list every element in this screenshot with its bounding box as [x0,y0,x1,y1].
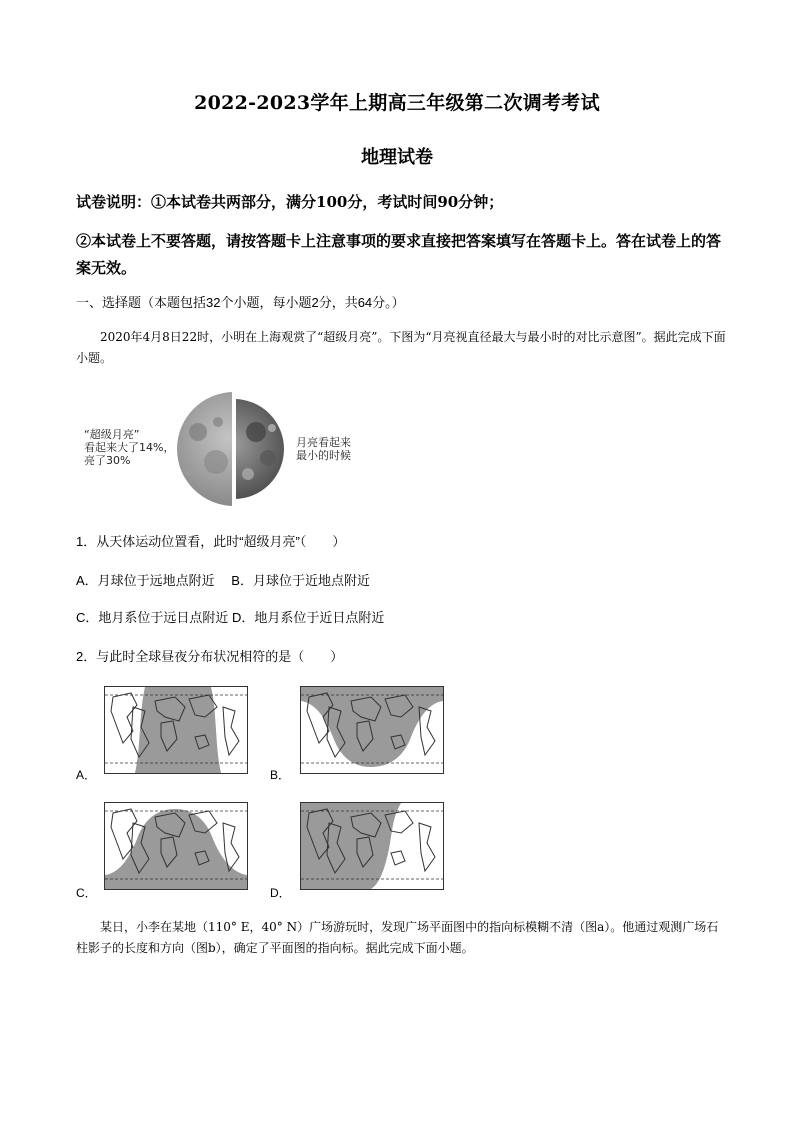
moon-label-line: “超级月亮” [84,428,140,441]
option-d-label: D． [270,886,291,900]
moon-label-line: 亮了30% [84,454,131,467]
question-1-stem: 1．从天体运动位置看，此时“超级月亮”（ ） [76,534,346,549]
option-c-daynight-map [104,802,248,890]
instruction-line-2: ②本试卷上不要答题，请按答题卡上注意事项的要求直接把答案填写在答题卡上。答在试卷上的答案无效。 [76,232,722,277]
moon-figure [168,392,298,507]
option-c-label: C． [76,886,97,900]
exam-title: 2022-2023学年上期高三年级第二次调考考试 [194,92,600,114]
option-b-label: B． [270,768,291,782]
moon-label-line: 看起来大了14%， [84,441,175,454]
subject-title: 地理试卷 [361,147,433,168]
instruction-line-1: 试卷说明：①本试卷共两部分，满分100分，考试时间90分钟； [76,193,504,211]
passage-2: 某日，小李在某地（110° E，40° N）广场游玩时，发现广场平面图中的指向标模糊不清（图a）。他通过观测广场石柱影子的长度和方向（图b），确定了平面图的指向标。据此完成下面小题。 [76,920,719,955]
moon-label-line: 最小的时候 [296,449,351,462]
moon-label-line: 月亮看起来 [296,436,351,449]
option-b-daynight-map [300,686,444,774]
question-1-options-cd: C．地月系位于远日点附近 D．地月系位于近日点附近 [76,610,385,625]
option-d-daynight-map [300,802,444,890]
option-a-label: A． [76,768,97,782]
question-2-stem: 2．与此时全球昼夜分布状况相符的是（ ） [76,649,344,664]
section-heading: 一、选择题（本题包括32个小题，每小题2分，共64分。） [76,295,405,310]
question-1-options-ab: A．月球位于远地点附近 B．月球位于近地点附近 [76,573,370,588]
option-a-daynight-map [104,686,248,774]
passage-1: 2020年4月8日22时，小明在上海观赏了“超级月亮”。下图为“月亮视直径最大与最小时的对比示意图”。据此完成下面小题。 [76,330,726,365]
moon-figure-right-label [296,436,351,462]
moon-figure-left-label [84,428,174,467]
